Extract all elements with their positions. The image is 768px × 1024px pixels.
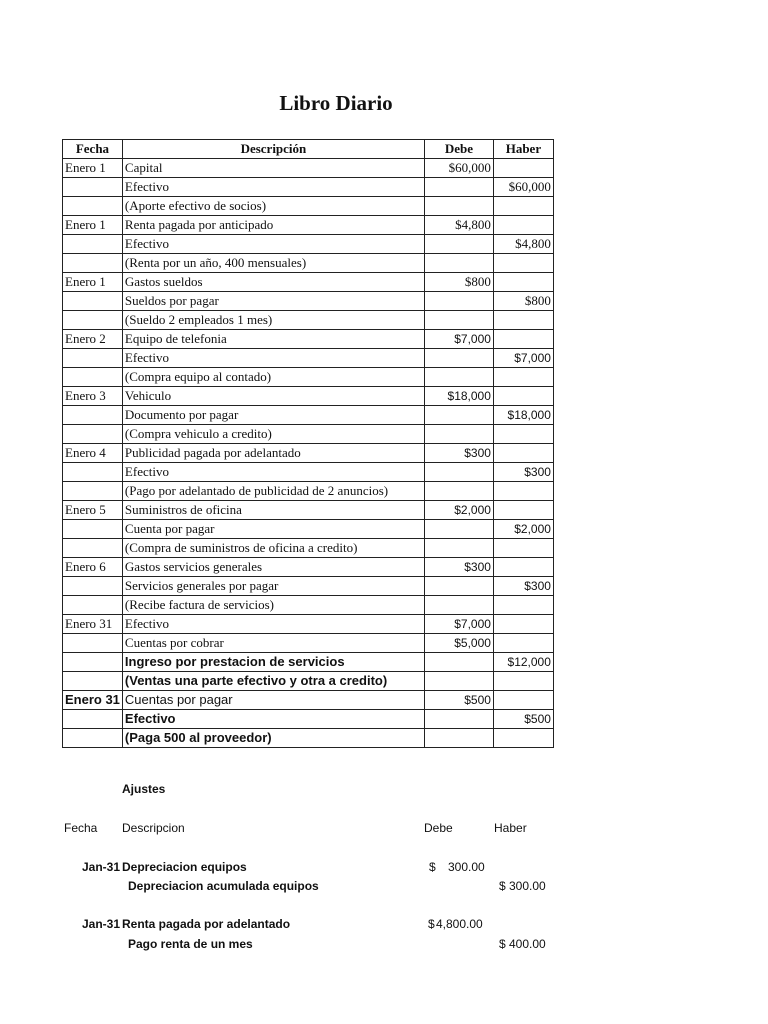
header-descripcion: Descripción <box>122 140 424 159</box>
journal-cell-haber <box>493 216 553 235</box>
journal-cell-haber <box>493 444 553 463</box>
journal-row <box>63 482 554 501</box>
journal-cell-haber: $300 <box>493 577 553 596</box>
journal-cell-haber <box>493 368 553 387</box>
journal-row <box>63 330 554 349</box>
journal-cell-debe <box>424 349 493 368</box>
journal-cell-fecha <box>63 425 123 444</box>
ajuste-1-debe-amount: 300.00 <box>448 860 485 874</box>
page-title: Libro Diario <box>279 91 393 115</box>
journal-cell-fecha <box>63 197 123 216</box>
journal-cell-descripcion: Gastos sueldos <box>122 273 424 292</box>
ajuste-1-date: Jan-31 <box>82 860 121 874</box>
journal-cell-descripcion: (Ventas una parte efectivo y otra a credito) <box>122 672 424 691</box>
journal-cell-haber: $2,000 <box>493 520 553 539</box>
journal-row <box>63 520 554 539</box>
journal-cell-fecha: Enero 1 <box>63 159 123 178</box>
ajustes-header-debe: Debe <box>424 821 453 835</box>
journal-cell-haber <box>493 159 553 178</box>
journal-cell-debe <box>424 292 493 311</box>
journal-row <box>63 672 554 691</box>
journal-cell-descripcion: (Recibe factura de servicios) <box>122 596 424 615</box>
journal-cell-debe <box>424 463 493 482</box>
journal-row <box>63 292 554 311</box>
journal-header-row <box>63 140 554 159</box>
journal-cell-debe: $4,800 <box>424 216 493 235</box>
journal-cell-fecha <box>63 729 123 748</box>
journal-cell-descripcion: (Renta por un año, 400 mensuales) <box>122 254 424 273</box>
journal-cell-descripcion: Publicidad pagada por adelantado <box>122 444 424 463</box>
journal-row <box>63 159 554 178</box>
journal-cell-fecha <box>63 463 123 482</box>
header-haber: Haber <box>493 140 553 159</box>
journal-cell-descripcion: Gastos servicios generales <box>122 558 424 577</box>
journal-cell-descripcion: (Paga 500 al proveedor) <box>122 729 424 748</box>
journal-cell-haber <box>493 691 553 710</box>
journal-cell-haber <box>493 501 553 520</box>
journal-cell-haber: $500 <box>493 710 553 729</box>
journal-row <box>63 710 554 729</box>
journal-cell-fecha: Enero 3 <box>63 387 123 406</box>
journal-cell-debe <box>424 368 493 387</box>
journal-cell-debe <box>424 425 493 444</box>
ajustes-header-haber: Haber <box>494 821 527 835</box>
ajuste-1-credit-account: Depreciacion acumulada equipos <box>128 879 319 893</box>
journal-cell-debe <box>424 482 493 501</box>
journal-cell-fecha <box>63 406 123 425</box>
journal-cell-fecha: Enero 5 <box>63 501 123 520</box>
journal-cell-descripcion: Cuentas por pagar <box>122 691 424 710</box>
journal-cell-haber <box>493 311 553 330</box>
journal-cell-descripcion: (Compra de suministros de oficina a credito) <box>122 539 424 558</box>
journal-cell-descripcion: Efectivo <box>122 178 424 197</box>
journal-cell-fecha <box>63 349 123 368</box>
ajustes-header-fecha: Fecha <box>64 821 98 835</box>
journal-cell-debe: $5,000 <box>424 634 493 653</box>
journal-cell-descripcion: (Aporte efectivo de socios) <box>122 197 424 216</box>
journal-row <box>63 558 554 577</box>
journal-cell-debe: $60,000 <box>424 159 493 178</box>
journal-row <box>63 653 554 672</box>
journal-cell-descripcion: Efectivo <box>122 615 424 634</box>
journal-row <box>63 273 554 292</box>
journal-row <box>63 596 554 615</box>
journal-cell-debe <box>424 406 493 425</box>
journal-cell-descripcion: (Compra equipo al contado) <box>122 368 424 387</box>
journal-cell-debe <box>424 197 493 216</box>
journal-cell-descripcion: Ingreso por prestacion de servicios <box>122 653 424 672</box>
journal-cell-haber <box>493 330 553 349</box>
journal-cell-fecha <box>63 710 123 729</box>
journal-cell-debe <box>424 520 493 539</box>
journal-cell-haber <box>493 273 553 292</box>
journal-row <box>63 349 554 368</box>
journal-cell-debe <box>424 311 493 330</box>
journal-row <box>63 216 554 235</box>
journal-cell-fecha: Enero 31 <box>63 615 123 634</box>
journal-cell-haber <box>493 539 553 558</box>
journal-cell-haber: $7,000 <box>493 349 553 368</box>
journal-cell-descripcion: Equipo de telefonia <box>122 330 424 349</box>
ajustes-header-descripcion: Descripcion <box>122 821 185 835</box>
journal-cell-debe: $7,000 <box>424 330 493 349</box>
journal-row <box>63 729 554 748</box>
journal-row <box>63 463 554 482</box>
journal-cell-fecha <box>63 577 123 596</box>
journal-cell-debe <box>424 596 493 615</box>
ajuste-1-debe-symbol: $ <box>429 860 436 874</box>
ajuste-2-account: Renta pagada por adelantado <box>122 917 291 931</box>
journal-row <box>63 235 554 254</box>
journal-cell-haber <box>493 197 553 216</box>
journal-cell-haber: $800 <box>493 292 553 311</box>
journal-cell-haber: $300 <box>493 463 553 482</box>
journal-row <box>63 691 554 710</box>
journal-cell-haber <box>493 482 553 501</box>
journal-cell-fecha <box>63 235 123 254</box>
journal-cell-descripcion: Efectivo <box>122 349 424 368</box>
ajuste-2-credit-account: Pago renta de un mes <box>128 937 253 951</box>
journal-row <box>63 577 554 596</box>
ajuste-2-debe-amount: 4,800.00 <box>436 917 483 931</box>
journal-cell-descripcion: Servicios generales por pagar <box>122 577 424 596</box>
journal-cell-fecha: Enero 2 <box>63 330 123 349</box>
journal-row <box>63 311 554 330</box>
journal-cell-fecha: Enero 4 <box>63 444 123 463</box>
journal-row <box>63 178 554 197</box>
journal-cell-descripcion: (Pago por adelantado de publicidad de 2 anuncios) <box>122 482 424 501</box>
journal-row <box>63 615 554 634</box>
journal-cell-descripcion: Efectivo <box>122 235 424 254</box>
journal-cell-fecha: Enero 1 <box>63 216 123 235</box>
journal-cell-haber <box>493 615 553 634</box>
journal-cell-debe <box>424 653 493 672</box>
journal-row <box>63 368 554 387</box>
journal-cell-descripcion: (Sueldo 2 empleados 1 mes) <box>122 311 424 330</box>
journal-cell-fecha <box>63 482 123 501</box>
journal-cell-debe <box>424 539 493 558</box>
journal-cell-debe <box>424 672 493 691</box>
journal-cell-fecha <box>63 368 123 387</box>
journal-cell-descripcion: Capital <box>122 159 424 178</box>
journal-cell-descripcion: Documento por pagar <box>122 406 424 425</box>
journal-cell-debe <box>424 254 493 273</box>
journal-row <box>63 425 554 444</box>
journal-row <box>63 387 554 406</box>
journal-cell-descripcion: (Compra vehiculo a credito) <box>122 425 424 444</box>
journal-cell-haber: $4,800 <box>493 235 553 254</box>
journal-row <box>63 254 554 273</box>
journal-cell-haber <box>493 634 553 653</box>
journal-cell-haber <box>493 558 553 577</box>
header-fecha: Fecha <box>63 140 123 159</box>
journal-cell-fecha <box>63 596 123 615</box>
journal-cell-fecha <box>63 672 123 691</box>
journal-cell-debe <box>424 235 493 254</box>
ajuste-2-debe-symbol: $ <box>428 917 435 931</box>
journal-cell-haber <box>493 425 553 444</box>
journal-row <box>63 634 554 653</box>
journal-row <box>63 539 554 558</box>
journal-cell-descripcion: Efectivo <box>122 710 424 729</box>
journal-cell-debe: $2,000 <box>424 501 493 520</box>
journal-table <box>62 139 554 748</box>
journal-cell-fecha <box>63 520 123 539</box>
journal-cell-fecha: Enero 31 <box>63 691 123 710</box>
journal-cell-fecha <box>63 634 123 653</box>
journal-cell-haber <box>493 672 553 691</box>
journal-cell-descripcion: Renta pagada por anticipado <box>122 216 424 235</box>
journal-cell-debe <box>424 577 493 596</box>
journal-cell-haber <box>493 596 553 615</box>
journal-cell-fecha <box>63 292 123 311</box>
journal-cell-descripcion: Suministros de oficina <box>122 501 424 520</box>
journal-cell-haber <box>493 387 553 406</box>
journal-row <box>63 406 554 425</box>
ajuste-1-haber: $ 300.00 <box>499 879 546 893</box>
journal-row <box>63 197 554 216</box>
journal-cell-debe: $300 <box>424 558 493 577</box>
journal-cell-haber: $12,000 <box>493 653 553 672</box>
journal-cell-descripcion: Sueldos por pagar <box>122 292 424 311</box>
journal-cell-debe: $18,000 <box>424 387 493 406</box>
journal-cell-fecha: Enero 6 <box>63 558 123 577</box>
journal-cell-debe: $500 <box>424 691 493 710</box>
journal-cell-haber <box>493 729 553 748</box>
journal-cell-haber: $60,000 <box>493 178 553 197</box>
header-debe: Debe <box>424 140 493 159</box>
journal-cell-fecha <box>63 653 123 672</box>
journal-cell-debe: $7,000 <box>424 615 493 634</box>
ajuste-2-date: Jan-31 <box>82 917 121 931</box>
journal-body <box>63 159 554 748</box>
journal-cell-descripcion: Cuenta por pagar <box>122 520 424 539</box>
journal-cell-debe: $800 <box>424 273 493 292</box>
journal-cell-haber: $18,000 <box>493 406 553 425</box>
journal-cell-debe <box>424 710 493 729</box>
journal-cell-descripcion: Cuentas por cobrar <box>122 634 424 653</box>
ajustes-title: Ajustes <box>122 782 166 796</box>
journal-cell-haber <box>493 254 553 273</box>
journal-cell-descripcion: Efectivo <box>122 463 424 482</box>
journal-cell-fecha <box>63 178 123 197</box>
journal-cell-debe <box>424 729 493 748</box>
journal-cell-fecha <box>63 311 123 330</box>
journal-cell-descripcion: Vehiculo <box>122 387 424 406</box>
journal-row <box>63 501 554 520</box>
journal-cell-fecha <box>63 539 123 558</box>
journal-cell-fecha <box>63 254 123 273</box>
journal-cell-fecha: Enero 1 <box>63 273 123 292</box>
ajuste-1-account: Depreciacion equipos <box>122 860 247 874</box>
journal-cell-debe: $300 <box>424 444 493 463</box>
ajuste-2-haber: $ 400.00 <box>499 937 546 951</box>
journal-row <box>63 444 554 463</box>
journal-cell-debe <box>424 178 493 197</box>
